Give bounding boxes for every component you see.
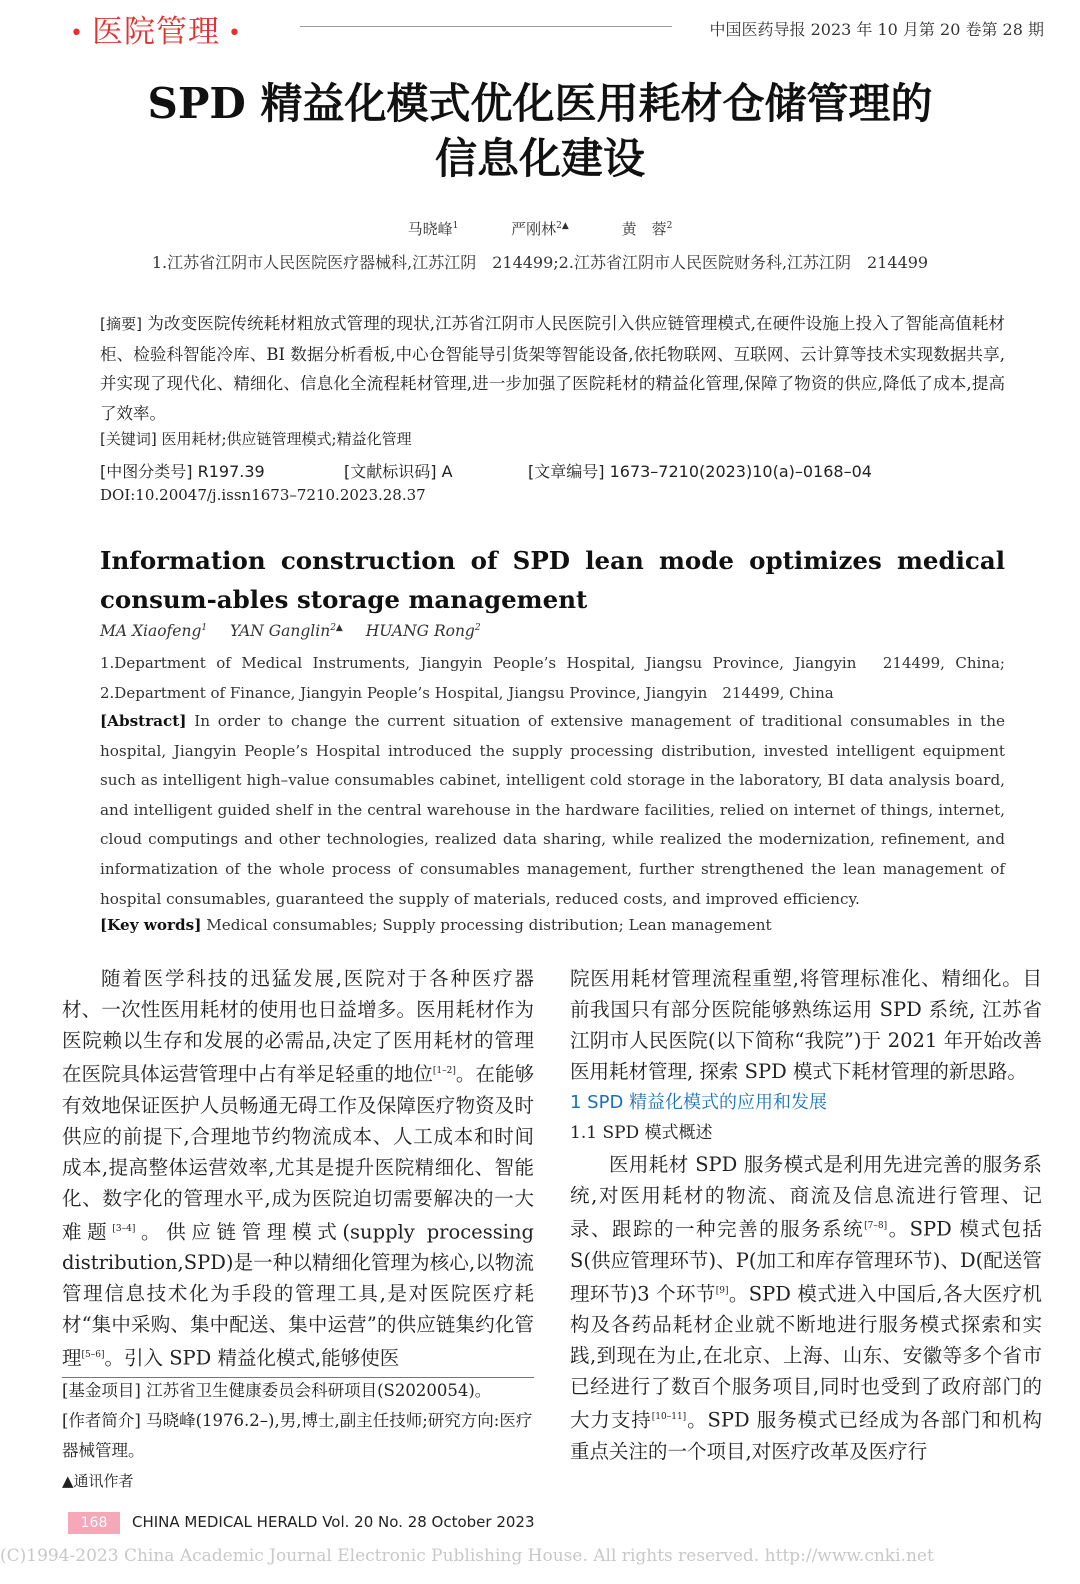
- english-abstract-label: [Abstract]: [100, 712, 187, 730]
- body-text: 。SPD 模式包括 S(供应管理环节)、P(加工和库存管理环节)、D(配送管理环节)3 个环节: [570, 1217, 1042, 1305]
- abstract-text: 为改变医院传统耗材粗放式管理的现状,江苏省江阴市人民医院引入供应链管理模式,在硬件设施上投入了智能高值耗材柜、检验科智能冷库、BI 数据分析看板,中心仓智能导引货架等智能设备,依托物联网、互联网、云计算等技术实现数据共享,并实现了现代化、精细化、信息化全流程耗材管理,进一步加强了医院耗材的精益化管理,保障了物资的供应,降低了成本,提高了效率。: [100, 314, 1005, 423]
- english-affiliation: 1.Department of Medical Instruments, Jiangyin People’s Hospital, Jiangsu Province, Jiangyin 214499, China; 2.Department of Finance, Jiangyin People’s Hospital, Jiangsu Province, Jiangyin 214499, China: [100, 654, 1005, 702]
- abstract-cn: [100, 309, 1005, 428]
- english-author-sup: 1: [201, 622, 208, 633]
- english-author: [366, 622, 481, 640]
- keywords-label: [关键词]: [100, 430, 157, 448]
- article-number: [528, 459, 872, 482]
- english-abstract-text: In order to change the current situation of extensive management of traditional consumables in the hospital, Jiangyin People’s Hospital introduced the supply processing distribution, invested intelligent equipment such as intelligent high–value consumables cabinet, intelligent cold storage in the laboratory, BI data analysis board, and intelligent guided shelf in the central warehouse in the hardware facilities, relied on internet of things, internet, cloud computings and other technologies, realized data sharing, while realized the modernization, refinement, and informatization of the whole process of consumables management, further strengthened the lean management of hospital consumables, guaranteed the supply of materials, reduced costs, and improved efficiency.: [100, 712, 1005, 908]
- author-note-label: [作者简介]: [62, 1411, 141, 1430]
- subsection-heading: 1.1 SPD 模式概述: [570, 1123, 713, 1143]
- doi: DOI:10.20047/j.issn1673–7210.2023.28.37: [100, 486, 426, 504]
- english-title: Information construction of SPD lean mode optimizes medical consum-ables storage management: [100, 546, 1005, 614]
- body-paragraph: [62, 963, 534, 1374]
- body-text: 随着医学科技的迅猛发展,医院对于各种医疗器材、一次性医用耗材的使用也日益增多。医用耗材作为医院赖以生存和发展的必需品,决定了医用耗材的管理在医院具体运营管理中占有举足轻重的地位: [62, 967, 534, 1086]
- english-author: [100, 622, 207, 640]
- english-keywords-text: Medical consumables; Supply processing distribution; Lean management: [201, 916, 772, 934]
- paper-title-line-2: 信息化建设: [434, 134, 645, 183]
- body-text: 医用耗材 SPD 服务模式是利用先进完善的服务系统,对医用耗材的物流、商流及信息流进行管理、记录、跟踪的一种完善的服务系统: [570, 1153, 1042, 1241]
- section-heading: 1 SPD 精益化模式的应用和发展: [570, 1092, 828, 1113]
- author-name: 黄 蓉: [621, 220, 667, 238]
- body-column-left: [62, 963, 534, 1374]
- english-author-name: HUANG Rong: [365, 622, 475, 640]
- article-value: 1673–7210(2023)10(a)–0168–04: [604, 462, 872, 481]
- header-rule: [300, 26, 672, 27]
- bullet-icon: •: [70, 21, 84, 46]
- body-text: 。供应链管理模式(supply processing distribution,SPD)是一种以精细化管理为核心,以物流管理信息技术化为手段的管理工具,是对医院医疗耗材“集中采购、集中配送、集中运营”的供应链集约化管理: [62, 1220, 534, 1370]
- citation[interactable]: [3–4]: [112, 1223, 136, 1234]
- doc-label: [文献标识码]: [344, 462, 437, 481]
- body-column-right: [570, 963, 1042, 1467]
- citation[interactable]: [9]: [715, 1285, 729, 1296]
- document-code: [344, 459, 453, 482]
- author-note-text: 马晓峰(1976.2–),男,博士,副主任技师;研究方向:医疗器械管理。: [62, 1411, 533, 1460]
- corresponding-author-note: ▲通讯作者: [62, 1472, 134, 1490]
- body-text: 。SPD 服务模式已经成为各部门和机构重点关注的一个项目,对医疗改革及医疗行: [570, 1408, 1042, 1463]
- english-author-list: [100, 622, 499, 640]
- author-note: [62, 1406, 534, 1466]
- english-author-sup: 2▲: [330, 622, 343, 633]
- body-paragraph: [570, 1149, 1042, 1467]
- abstract-label: [摘要]: [100, 315, 143, 333]
- english-author-sup: 2: [474, 622, 481, 633]
- fund-note: [62, 1376, 534, 1406]
- body-paragraph: 院医用耗材管理流程重塑,将管理标准化、精细化。目前我国只有部分医院能够熟练运用 SPD 系统, 江苏省江阴市人民医院(以下简称“我院”)于 2021 年开始改善医用耗材管理, 探索 SPD 模式下耗材管理的新思路。: [570, 967, 1042, 1083]
- author-name: 马晓峰: [407, 220, 453, 238]
- section-label: [62, 6, 250, 51]
- english-author: [230, 622, 343, 640]
- fund-text: 江苏省卫生健康委员会科研项目(S2020054)。: [140, 1381, 492, 1400]
- fund-label: [基金项目]: [62, 1381, 141, 1400]
- citation[interactable]: [5–6]: [81, 1350, 105, 1360]
- author: [408, 220, 459, 238]
- author-sup: 1: [452, 221, 459, 231]
- article-label: [文章编号]: [528, 462, 605, 481]
- paper-title-line-1: SPD 精益化模式优化医用耗材仓储管理的: [147, 79, 933, 128]
- body-text: 。在能够有效地保证医护人员畅通无碍工作及保障医疗物资及时供应的前提下,合理地节约物流成本、人工成本和时间成本,提高整体运营效率,尤其是提升医院精细化、智能化、数字化的管理水平,成为医院迫切需要解决的一大难题: [62, 1062, 534, 1243]
- english-author-name: MA Xiaofeng: [100, 622, 202, 640]
- clc-number: [100, 459, 265, 482]
- section-label-text: 医院管理: [91, 14, 220, 50]
- author: [511, 220, 569, 238]
- author: [622, 220, 673, 238]
- page-number-badge: 168: [68, 1512, 120, 1534]
- author-sup: 2: [666, 221, 673, 231]
- citation[interactable]: [10–11]: [651, 1412, 687, 1422]
- bullet-icon: •: [227, 21, 242, 46]
- clc-label: [中图分类号]: [100, 462, 193, 481]
- doc-value: A: [436, 462, 453, 481]
- english-abstract: [100, 707, 1005, 914]
- keywords-cn: [100, 428, 412, 449]
- body-text: 。引入 SPD 精益化模式,能够使医: [104, 1346, 400, 1370]
- footer-journal: CHINA MEDICAL HERALD Vol. 20 No. 28 October 2023: [132, 1513, 535, 1531]
- keywords-text: 医用耗材;供应链管理模式;精益化管理: [156, 430, 412, 448]
- english-author-name: YAN Ganglin: [230, 622, 331, 640]
- author-sup: 2▲: [556, 221, 569, 231]
- author-name: 严刚林: [511, 220, 557, 238]
- citation[interactable]: [1–2]: [432, 1066, 456, 1076]
- affiliation-cn: 1.江苏省江阴市人民医院医疗器械科,江苏江阴 214499;2.江苏省江阴市人民医院财务科,江苏江阴 214499: [151, 253, 929, 272]
- author-list: [0, 218, 1080, 239]
- copyright-watermark: (C)1994-2023 China Academic Journal Electronic Publishing House. All rights reserved. http://www.cnki.net: [0, 1546, 934, 1566]
- footnotes: [62, 1376, 534, 1496]
- english-keywords: [100, 916, 772, 934]
- clc-value: R197.39: [192, 462, 265, 481]
- journal-info: 中国医药导报 2023 年 10 月第 20 卷第 28 期: [709, 20, 1044, 39]
- english-keywords-label: [Key words]: [100, 916, 202, 934]
- citation[interactable]: [7–8]: [864, 1221, 888, 1231]
- body-text: 。SPD 模式进入中国后,各大医疗机构及各药品耗材企业就不断地进行服务模式探索和实践,到现在为止,在北京、上海、山东、安徽等多个省市已经进行了数百个服务项目,同时也受到了政府部门的大力支持: [570, 1282, 1042, 1432]
